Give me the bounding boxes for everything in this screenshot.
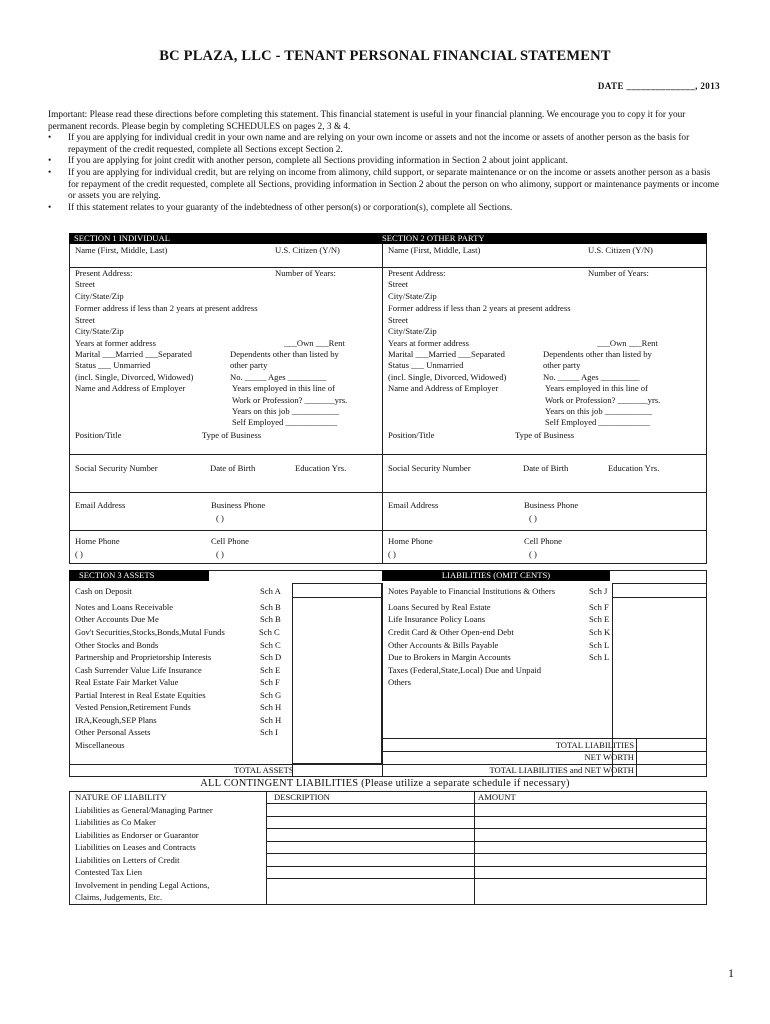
assets-liabilities-divider xyxy=(382,583,383,777)
s2-employer[interactable]: Name and Address of Employer xyxy=(388,383,499,393)
liability-row: Due to Brokers in Margin Accounts xyxy=(388,652,511,662)
s1-marital-3: (incl. Single, Divorced, Widowed) xyxy=(75,372,194,382)
section-1-heading: SECTION 1 INDIVIDUAL xyxy=(69,233,382,244)
liability-schedule: Sch F xyxy=(589,602,609,612)
s2-business-phone-area[interactable]: ( ) xyxy=(529,513,537,523)
s2-own-rent[interactable]: ___Own ___Rent xyxy=(597,338,658,348)
total-liabilities-net-worth-label: TOTAL LIABILITIES and NET WORTH xyxy=(489,765,634,775)
asset-schedule: Sch F xyxy=(260,677,280,687)
s2-ssn[interactable]: Social Security Number xyxy=(388,463,471,473)
asset-schedule: Sch H xyxy=(260,715,282,725)
instructions xyxy=(48,110,720,214)
s2-street2[interactable]: Street xyxy=(388,315,409,325)
asset-row: Real Estate Fair Market Value xyxy=(75,677,179,687)
s2-email[interactable]: Email Address xyxy=(388,500,439,510)
s2-cell-phone-area[interactable]: ( ) xyxy=(529,549,537,559)
asset-row: Other Stocks and Bonds xyxy=(75,640,159,650)
rule xyxy=(266,803,707,804)
asset-schedule: Sch C xyxy=(259,627,280,637)
s1-dependents-1: Dependents other than listed by xyxy=(230,349,339,359)
asset-schedule: Sch A xyxy=(260,586,281,596)
liability-schedule: Sch E xyxy=(589,614,610,624)
s2-present-address[interactable]: Present Address: xyxy=(388,268,446,278)
s1-present-address[interactable]: Present Address: xyxy=(75,268,133,278)
liability-row: Credit Card & Other Open-end Debt xyxy=(388,627,514,637)
s1-emp-1: Years employed in this line of xyxy=(232,383,335,393)
asset-row: Partial Interest in Real Estate Equities xyxy=(75,690,206,700)
s1-cell-phone[interactable]: Cell Phone xyxy=(211,536,249,546)
contingent-row: Liabilities on Letters of Credit xyxy=(75,855,180,865)
net-worth-label: NET WORTH xyxy=(584,752,634,762)
s1-emp-3[interactable]: Years on this job ___________ xyxy=(232,406,340,416)
s2-years-former[interactable]: Years at former address xyxy=(388,338,469,348)
s1-emp-2[interactable]: Work or Profession? _______yrs. xyxy=(232,395,348,405)
asset-row: IRA,Keough,SEP Plans xyxy=(75,715,157,725)
asset-schedule: Sch H xyxy=(260,702,282,712)
s2-citizen-label[interactable]: U.S. Citizen (Y/N) xyxy=(588,245,653,255)
instruction-bullet: • If this statement relates to your guaranty of the indebtedness of other person(s) or corporation(s), complete all Sections. xyxy=(48,203,720,215)
contingent-row: Contested Tax Lien xyxy=(75,867,143,877)
s1-own-rent[interactable]: ___Own ___Rent xyxy=(284,338,345,348)
s2-home-phone[interactable]: Home Phone xyxy=(388,536,433,546)
s2-emp-1: Years employed in this line of xyxy=(545,383,648,393)
rule xyxy=(612,597,707,598)
asset-row: Other Accounts Due Me xyxy=(75,614,159,624)
instructions-text: Important: Please read these directions before completing this statement. This financial statement is useful in your financial planning. We encourage you to copy it for your permanent records. Please begin by completing SCHEDULES on pages 2, 3 & 4. xyxy=(48,110,686,132)
s2-home-phone-area[interactable]: ( ) xyxy=(388,549,396,559)
rule xyxy=(69,530,707,531)
contingent-row: Liabilities on Leases and Contracts xyxy=(75,842,196,852)
page-number: 1 xyxy=(728,966,734,980)
s2-business-type[interactable]: Type of Business xyxy=(515,430,575,440)
asset-row: Notes and Loans Receivable xyxy=(75,602,174,612)
liability-row: Other Accounts & Bills Payable xyxy=(388,640,499,650)
rule xyxy=(474,791,475,905)
asset-schedule: Sch B xyxy=(260,614,281,624)
rule xyxy=(266,878,707,879)
col-amount: AMOUNT xyxy=(478,792,516,802)
rule xyxy=(266,828,707,829)
assets-amount-column[interactable] xyxy=(292,583,382,764)
s1-dependents-2: other party xyxy=(230,360,268,370)
asset-row: Gov't Securities,Stocks,Bonds,Mutal Funds xyxy=(75,627,225,637)
s1-business-phone-area[interactable]: ( ) xyxy=(216,513,224,523)
s2-dependents-2: other party xyxy=(543,360,581,370)
s1-years-former[interactable]: Years at former address xyxy=(75,338,156,348)
s1-citizen-label[interactable]: U.S. Citizen (Y/N) xyxy=(275,245,340,255)
liability-schedule: Sch K xyxy=(589,627,611,637)
contingent-row: Claims, Judgements, Etc. xyxy=(75,892,163,902)
liabilities-heading: LIABILITIES (OMIT CENTS) xyxy=(382,570,610,581)
asset-schedule: Sch D xyxy=(260,652,282,662)
s1-position[interactable]: Position/Title xyxy=(75,430,122,440)
total-liabilities-label: TOTAL LIABILITIES xyxy=(555,740,634,750)
s2-marital-3: (incl. Single, Divorced, Widowed) xyxy=(388,372,507,382)
rule xyxy=(266,841,707,842)
contingent-row: Liabilities as Endorser or Guarantor xyxy=(75,830,199,840)
asset-row: Vested Pension,Retirement Funds xyxy=(75,702,191,712)
rule xyxy=(636,738,637,777)
asset-schedule: Sch I xyxy=(260,727,278,737)
asset-schedule: Sch C xyxy=(260,640,281,650)
s1-business-phone[interactable]: Business Phone xyxy=(211,500,266,510)
s1-home-phone-area[interactable]: ( ) xyxy=(75,549,83,559)
s2-emp-2[interactable]: Work or Profession? _______yrs. xyxy=(545,395,661,405)
liability-schedule: Sch L xyxy=(589,640,610,650)
liability-row: Loans Secured by Real Estate xyxy=(388,602,491,612)
s1-home-phone[interactable]: Home Phone xyxy=(75,536,120,546)
s1-name-label[interactable]: Name (First, Middle, Last) xyxy=(75,245,168,255)
page-title: BC PLAZA, LLC - TENANT PERSONAL FINANCIAL STATEMENT xyxy=(159,48,611,64)
s2-city2[interactable]: City/State/Zip xyxy=(388,326,437,336)
liability-row: Taxes (Federal,State,Local) Due and Unpaid xyxy=(388,665,542,675)
rule xyxy=(69,492,707,493)
asset-schedule: Sch B xyxy=(260,602,281,612)
asset-row: Other Personal Assets xyxy=(75,727,151,737)
s2-position[interactable]: Position/Title xyxy=(388,430,435,440)
rule xyxy=(69,764,382,765)
s1-emp-4[interactable]: Self Employed ____________ xyxy=(232,417,338,427)
instruction-bullet: • If you are applying for joint credit with another person, complete all Sections providing information in Section 2 about joint applicant. xyxy=(48,156,720,168)
total-assets-label: TOTAL ASSETS xyxy=(234,765,294,775)
s2-dependents-3[interactable]: No. _____ Ages _________ xyxy=(543,372,640,382)
s2-business-phone[interactable]: Business Phone xyxy=(524,500,579,510)
s2-street[interactable]: Street xyxy=(388,279,409,289)
s1-education[interactable]: Education Yrs. xyxy=(295,463,347,473)
col-nature-of-liability: NATURE OF LIABILITY xyxy=(75,792,167,802)
s1-employer[interactable]: Name and Address of Employer xyxy=(75,383,186,393)
s2-former-address[interactable]: Former address if less than 2 years at present address xyxy=(388,303,571,313)
s1-years-label[interactable]: Number of Years: xyxy=(275,268,336,278)
section-3-heading: SECTION 3 ASSETS xyxy=(69,570,209,581)
s2-dependents-1: Dependents other than listed by xyxy=(543,349,652,359)
liability-row: Notes Payable to Financial Institutions & Others xyxy=(388,586,556,596)
s1-city2[interactable]: City/State/Zip xyxy=(75,326,124,336)
s1-dependents-3[interactable]: No. _____ Ages _________ xyxy=(230,372,327,382)
contingent-row: Liabilities as General/Managing Partner xyxy=(75,805,213,815)
s2-marital-2[interactable]: Status ___ Unmarried xyxy=(388,360,464,370)
rule xyxy=(266,866,707,867)
s2-city[interactable]: City/State/Zip xyxy=(388,291,437,301)
instruction-bullet: • If you are applying for individual credit, but are relying on income from alimony, child support, or separate maintenance or on the income or assets another person as a basis for repayment of the credit requested, complete all Sections, providing information in Section 2 about the person on who alimony, support or maintenance payments or income or assets you are relying. xyxy=(48,168,720,203)
s1-former-address[interactable]: Former address if less than 2 years at present address xyxy=(75,303,258,313)
asset-schedule: Sch G xyxy=(260,690,282,700)
s2-cell-phone[interactable]: Cell Phone xyxy=(524,536,562,546)
s2-emp-4[interactable]: Self Employed ____________ xyxy=(545,417,651,427)
s2-years-label[interactable]: Number of Years: xyxy=(588,268,649,278)
contingent-row: Involvement in pending Legal Actions, xyxy=(75,880,210,890)
col-description: DESCRIPTION xyxy=(274,792,330,802)
asset-schedule: Sch E xyxy=(260,665,281,675)
section-divider xyxy=(382,233,383,564)
s1-marital-1[interactable]: Marital ___Married ___Separated xyxy=(75,349,192,359)
asset-row: Cash Surrender Value Life Insurance xyxy=(75,665,202,675)
asset-row: Miscellaneous xyxy=(75,740,125,750)
instructions-list xyxy=(48,133,720,214)
s2-emp-3[interactable]: Years on this job ___________ xyxy=(545,406,653,416)
contingent-heading: ALL CONTINGENT LIABILITIES (Please utilize a separate schedule if necessary) xyxy=(200,778,570,789)
contingent-row: Liabilities as Co Maker xyxy=(75,817,156,827)
asset-row: Cash on Deposit xyxy=(75,586,132,596)
s1-business-type[interactable]: Type of Business xyxy=(202,430,262,440)
rule xyxy=(266,853,707,854)
s1-city[interactable]: City/State/Zip xyxy=(75,291,124,301)
s1-cell-phone-area[interactable]: ( ) xyxy=(216,549,224,559)
section-2-heading: SECTION 2 OTHER PARTY xyxy=(382,233,707,244)
s1-marital-2[interactable]: Status ___ Unmarried xyxy=(75,360,151,370)
rule xyxy=(382,751,707,752)
liability-schedule: Sch J xyxy=(589,586,608,596)
rule xyxy=(266,791,267,905)
s2-name-label[interactable]: Name (First, Middle, Last) xyxy=(388,245,481,255)
rule xyxy=(292,597,382,598)
s1-street2[interactable]: Street xyxy=(75,315,96,325)
s2-education[interactable]: Education Yrs. xyxy=(608,463,660,473)
liability-row: Life Insurance Policy Loans xyxy=(388,614,486,624)
asset-row: Partnership and Proprietorship Interests xyxy=(75,652,212,662)
s1-ssn[interactable]: Social Security Number xyxy=(75,463,158,473)
rule xyxy=(69,454,707,455)
s2-marital-1[interactable]: Marital ___Married ___Separated xyxy=(388,349,505,359)
instruction-bullet: • If you are applying for individual credit in your own name and are relying on your own income or assets and not the income or assets of another person as the basis for repayment of the credit requested, complete all Sections except Section 2. xyxy=(48,133,720,156)
liability-schedule: Sch L xyxy=(589,652,610,662)
liability-row: Others xyxy=(388,677,411,687)
s1-street[interactable]: Street xyxy=(75,279,96,289)
rule xyxy=(382,738,707,739)
s1-email[interactable]: Email Address xyxy=(75,500,126,510)
date-line[interactable]: DATE ______________, 2013 xyxy=(597,81,720,91)
s1-dob[interactable]: Date of Birth xyxy=(210,463,256,473)
s2-dob[interactable]: Date of Birth xyxy=(523,463,569,473)
rule xyxy=(266,816,707,817)
